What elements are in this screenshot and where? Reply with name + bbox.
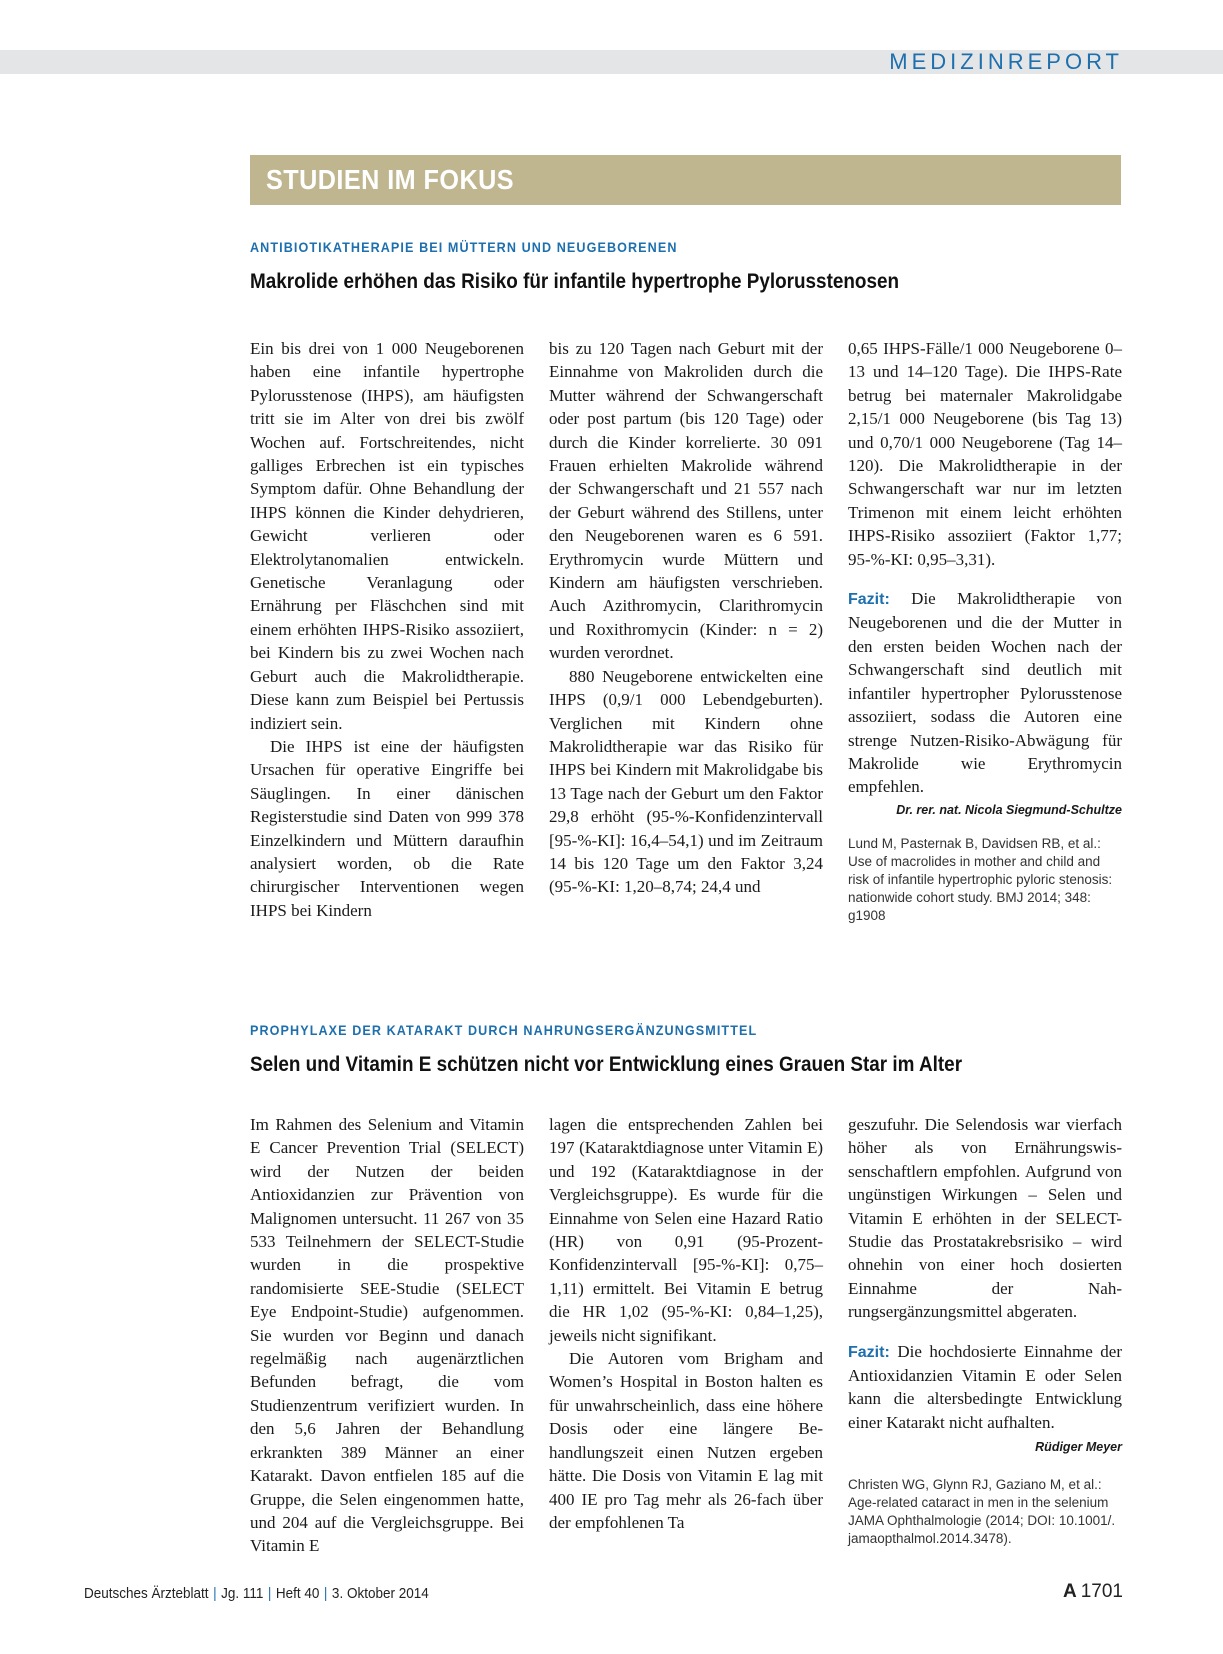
journal-name: Deutsches Ärzteblatt [84, 1585, 209, 1602]
paragraph: 880 Neugeborene entwickelten eine IHPS (0,9/1 000 Lebendgeburten). Verglichen mit Kindern ohne Makrolidtherapie war das Risiko für IHPS bei Kindern mit Makrolidgabe bis 13 Tage nach der Geburt um den Faktor 29,8 erhöht (95-%-Konfidenzintervall [95-%-KI]: 16,4–54,1) und im Zeitraum 14 bis 120 Tage um den Faktor 3,24 (95-%-KI: 1,20–8,74; 24,4 und [549, 666, 823, 897]
volume: Jg. 111 [221, 1585, 264, 1602]
article1-column-1 [250, 337, 524, 922]
page-number [1063, 1581, 1123, 1603]
article2-column-3 [848, 1113, 1122, 1548]
article1-author: Dr. rer. nat. Nicola Siegmund-Schultze [896, 802, 1122, 817]
page-prefix: A [1062, 1581, 1077, 1602]
article2-column-2 [549, 1113, 823, 1534]
article1-column-2 [549, 337, 823, 899]
article2-column-1 [250, 1113, 524, 1558]
paragraph: Die IHPS ist eine der häufigsten Ursachen für operative Eingriffe bei Säuglingen. In einer dänischen Registerstudie sind Daten von 999 378 Einzelkindern und Müttern daraufhin analysiert worden, ob die Rate chirurgischer Interventionen wegen IHPS bei Kindern [250, 736, 524, 920]
article2-kicker: PROPHYLAXE DER KATARAKT DURCH NAHRUNGSERGÄNZUNGSMITTEL [250, 1022, 758, 1038]
article1-kicker: ANTIBIOTIKATHERAPIE BEI MÜTTERN UND NEUGEBORENEN [250, 239, 678, 255]
article1-column-3 [848, 337, 1122, 925]
article2-author: Rüdiger Meyer [1035, 1440, 1122, 1455]
article1-reference: Lund M, Pasternak B, Davidsen RB, et al.: Use of macrolides in mother and child and risk of infantile hypertrophic pyloric stenosis: nationwide cohort study. BMJ 2014; 348: g1908 [848, 835, 1113, 923]
paragraph: Die Autoren vom Brigham and Women’s Hospital in Boston halten es für unwahrscheinlich, dass eine höhere Dosis oder eine längere Behandlungszeit einen Nutzen ergeben hätte. Die Dosis von Vitamin E lag mit 400 IE pro Tag mehr als 26-fach über der empfohlenen Ta [549, 1349, 823, 1532]
section-label: MEDIZINREPORT [889, 49, 1123, 74]
issue: Heft 40 [275, 1585, 320, 1602]
fazit-paragraph [848, 587, 1122, 799]
footer-citation: Deutsches Ärzteblatt | Jg. 111 | Heft 40 | 3. Oktober 2014 [84, 1585, 429, 1602]
article1-title: Makrolide erhöhen das Risiko für infantile hypertrophe Pylorusstenosen [250, 270, 900, 293]
issue-date: 3. Oktober 2014 [331, 1585, 429, 1602]
section-banner [250, 155, 1121, 205]
page-number-value: 1701 [1080, 1581, 1123, 1602]
banner-title: STUDIEN IM FOKUS [266, 164, 515, 195]
paragraph: bis zu 120 Tagen nach Geburt mit der Einnahme von Makroliden durch die Mutter während der Schwangerschaft oder post partum (bis 120 Tage) oder durch die Kinder korrelierte. 30 091 Frauen erhielten Makrolide während der Schwangerschaft und 21 557 nach der Geburt während des Stillens, unter den Neugeborenen waren es 6 591. Erythromycin wurde Müttern und Kindern am häufigsten verschrieben. Auch Azithromycin, Clarithromycin und Roxithromycin (Kinder: n = 2) wurden verordnet. [549, 339, 823, 663]
article2-title: Selen und Vitamin E schützen nicht vor Entwicklung eines Grauen Star im Alter [250, 1053, 963, 1076]
fazit-paragraph [848, 1340, 1122, 1455]
paragraph: lagen die entsprechenden Zahlen bei 197 (Kataraktdiagnose unter Vitamin E) und 192 (Kataraktdiagnose in der Vergleichsgruppe). Es wurde für die Einnahme von Selen eine Hazard Ratio (HR) von 0,91 (95-Prozent-Konfidenzintervall [95-%-KI]: 0,75–1,11) ermittelt. Bei Vitamin E betrug die HR 1,02 (95-%-KI: 0,84–1,25), jeweils nicht signifikant. [549, 1115, 823, 1345]
paragraph: geszufuhr. Die Selendosis war vierfach höher als von Ernährungswissenschaftlern empfohlen. Aufgrund von ungünstigen Wirkungen – Selen und Vitamin E erhöhten in der SELECT-Studie das Prostatakrebsrisiko – wird ohnehin von einer hoch dosierten Einnahme der Nahrungsergänzungsmittel abgeraten. [848, 1115, 1122, 1322]
fazit-text: Die hochdosierte Einnahme der Antioxidanzien Vitamin E oder Selen kann die altersbedingte Entwicklung einer Katarakt nicht aufhalten. [848, 1341, 1122, 1432]
fazit-label: Fazit: [848, 591, 890, 609]
fazit-text: Die Makrolidtherapie von Neugeborenen und die der Mutter in den ersten beiden Wochen nach der Schwangerschaft sind deutlich mit infantiler hypertropher Pylorusstenose assoziiert, sodass die Autoren eine strenge Nutzen-Risiko-Abwägung für Makrolide wie Erythromycin empfehlen. [848, 589, 1123, 797]
paragraph: 0,65 IHPS-Fälle/1 000 Neugeborene 0–13 und 14–120 Tage). Die IHPS-Rate betrug bei maternaler Makrolidgabe 2,15/1 000 Neugeborene (bis Tag 13) und 0,70/1 000 Neugeborene (Tag 14–120). Die Makrolidtherapie in der Schwangerschaft war nur im letzten Trimenon mit einem leicht erhöhten IHPS-Risiko assoziiert (Faktor 1,77; 95-%-KI: 0,95–3,31). [848, 339, 1122, 569]
paragraph: Ein bis drei von 1 000 Neugeborenen haben eine infantile hypertrophe Pylorusstenose (IHPS), am häufigsten tritt sie im Alter von drei bis zwölf Wochen auf. Fortschreitendes, nicht galliges Erbrechen ist ein typisches Symptom dafür. Ohne Behandlung der IHPS können die Kinder dehydrieren, Gewicht verlieren oder Elektrolytanomalien entwickeln. Genetische Veranlagung oder Ernährung per Fläschchen sind mit einem erhöhten IHPS-Risiko assoziiert, bei Kindern bis zu zwei Wochen nach Geburt auch die Makrolidtherapie. Diese kann zum Beispiel bei Pertussis indiziert sein. [250, 339, 524, 733]
fazit-label: Fazit: [848, 1343, 890, 1361]
article2-reference: Christen WG, Glynn RJ, Gaziano M, et al.: Age-related cataract in men in the selenium JAMA Ophthalmologie (2014; DOI: 10.1001/. jamaopthalmol.2014.3478). [848, 1476, 1116, 1546]
paragraph: Im Rahmen des Selenium and Vitamin E Cancer Prevention Trial (SELECT) wird der Nutzen der beiden Antioxidanzien zur Prävention von Malignomen untersucht. 11 267 von 35 533 Teilnehmern der SELECT-Studie wurden in die prospektive randomisierte SEE-Studie (SELECT Eye Endpoint-Studie) aufgenommen. Sie wurden vor Beginn und danach regelmäßig nach augenärztlichen Befunden befragt, die vom Studienzentrum verifiziert wurden. In den 5,6 Jahren der Behandlung erkrankten 389 Männer an einer Katarakt. Davon entfielen 185 auf die Gruppe, die Selen eingenommen hatte, und 204 auf die Vergleichsgruppe. Bei Vitamin E [250, 1115, 524, 1556]
